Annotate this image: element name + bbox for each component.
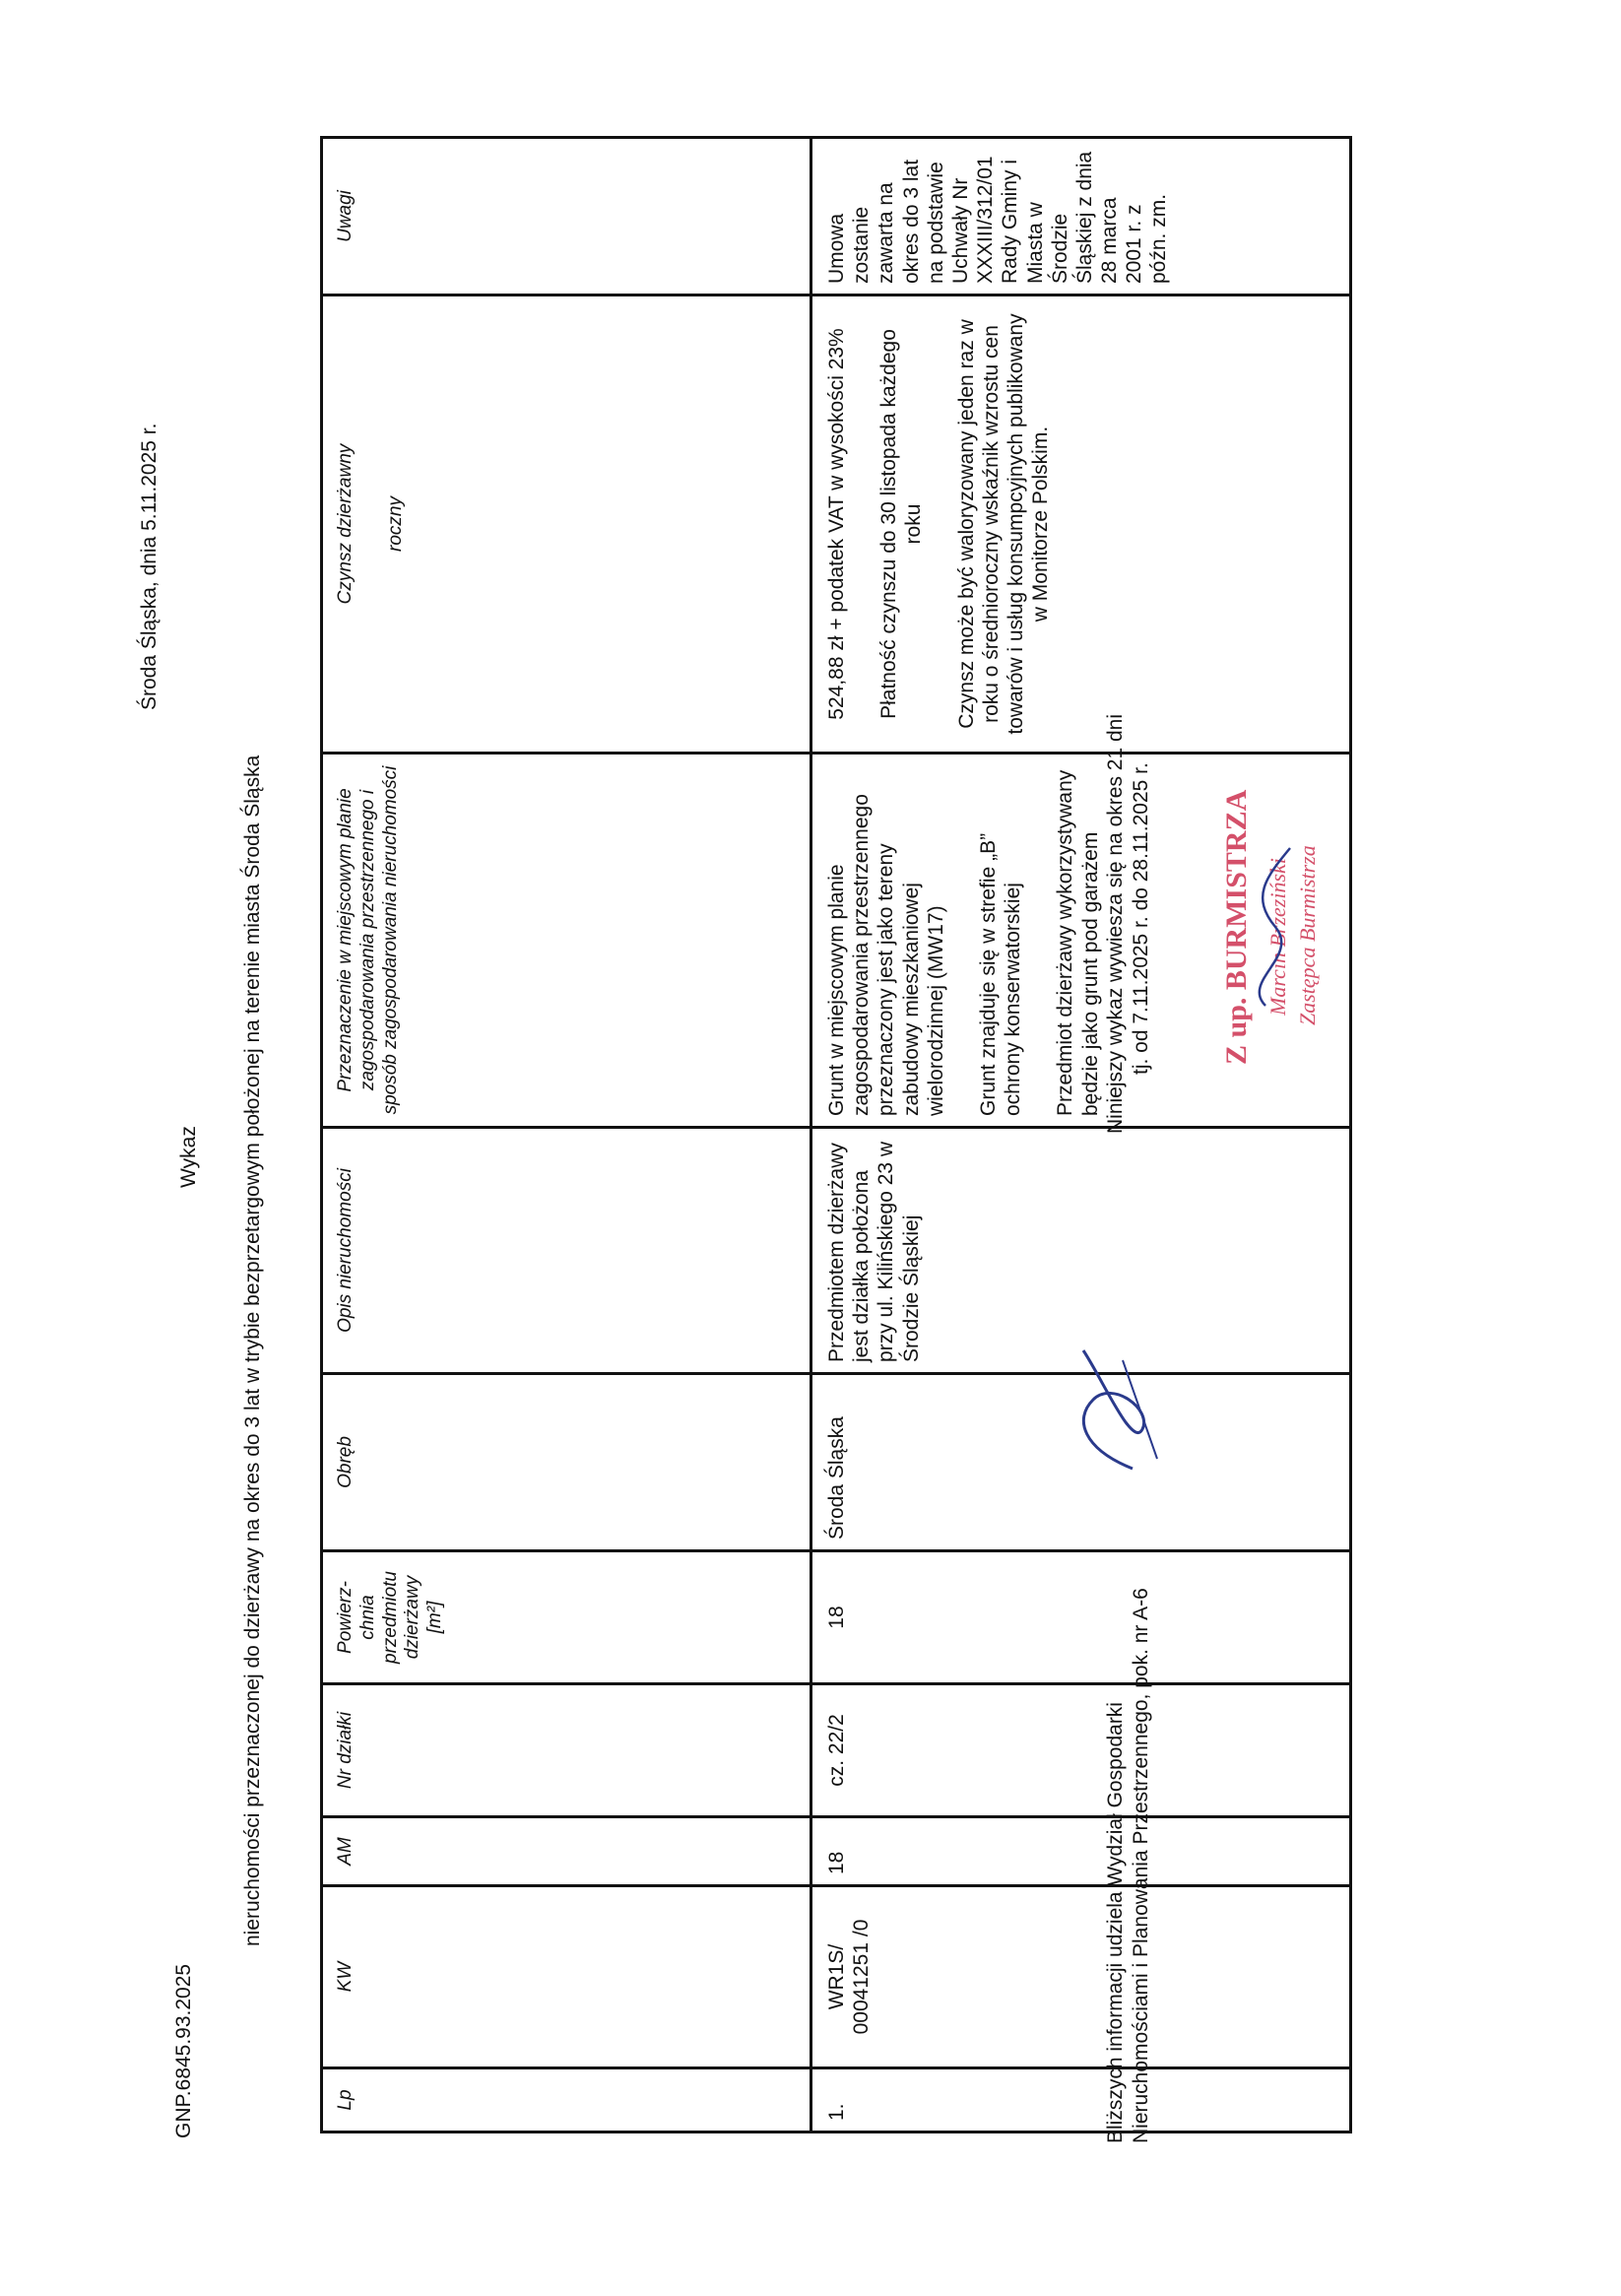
przeznaczenie-paragraph-1: Grunt w miejscowym planie zagospodarowania przestrzennego przeznaczony jest jako tereny zabudowy mieszkaniowej wielorodzinnej (MW17) — [825, 794, 947, 1116]
cell-lp: 1. — [811, 2068, 1351, 2132]
header-czynsz-line-2: roczny — [384, 496, 406, 552]
document-subtitle: nieruchomości przeznaczonej do dzierżawy na okres do 3 lat w trybie bezprzetargowym położonej na terenie miasta Środa Śląska — [241, 754, 264, 1946]
cell-czynsz — [811, 295, 1351, 754]
mayor-stamp — [1206, 779, 1354, 1075]
przeznaczenie-paragraph-2: Grunt znajduje się w strefie „B” ochrony konserwatorskiej — [976, 832, 1025, 1116]
header-opis: Opis nieruchomości — [322, 1128, 811, 1374]
info-note-line-2: Nieruchomościami i Planowania Przestrzennego, pok. nr A-6 — [1130, 1588, 1153, 2143]
cell-opis: Przedmiotem dzierżawy jest działka położona przy ul. Kilińskiego 23 w Środzie Śląskiej — [811, 1128, 1351, 1374]
cell-am: 18 — [811, 1817, 1351, 1886]
header-am: AM — [322, 1817, 811, 1886]
document-title: Wykaz — [177, 1126, 200, 1188]
stamp-line-2: Marcin Brzeziński — [1265, 858, 1290, 1016]
czynsz-paragraph-2: Płatność czynszu do 30 listopada każdego roku — [877, 329, 926, 719]
czynsz-paragraph-1: 524,88 zł + podatek VAT w wysokości 23% — [825, 328, 848, 720]
display-period-line-2: tj. od 7.11.2025 r. do 28.11.2025 r. — [1130, 762, 1153, 1075]
display-period-line-1: Niniejszy wykaz wywiesza się na okres 21 dni — [1104, 714, 1127, 1134]
cell-nr-dzialki: cz. 22/2 — [811, 1684, 1351, 1817]
header-obreb: Obręb — [322, 1374, 811, 1551]
stamp-graphic — [1206, 779, 1354, 1075]
header-kw: KW — [322, 1886, 811, 2068]
reference-number: GNP.6845.93.2025 — [172, 1963, 195, 2138]
display-period-note — [1103, 714, 1155, 1134]
stamp-line-3: Zastępca Burmistrza — [1295, 845, 1320, 1025]
header-uwagi: Uwagi — [322, 138, 811, 295]
header-czynsz — [322, 295, 811, 754]
czynsz-paragraph-3: Czynsz może być waloryzowany jeden raz w roku o średnioroczny wskaźnik wzrostu cen towarów i usług konsumpcyjnych publikowany w Monitorze Polskim. — [954, 313, 1053, 735]
header-powierzchnia: Powierz-chnia przedmiotu dzierżawy [m²] — [322, 1551, 811, 1684]
lease-list-table — [320, 136, 1352, 2133]
place-and-date: Środa Śląska, dnia 5.11.2025 r. — [138, 423, 161, 710]
cell-uwagi: Umowa zostanie zawarta na okres do 3 lat na podstawie Uchwały Nr XXXIII/312/01 Rady Gminy i Miasta w Środzie Śląskiej z dnia 28 marca 2001 r. z późn. zm. — [811, 138, 1351, 295]
cell-obreb: Środa Śląska — [811, 1374, 1351, 1551]
table-header-row — [322, 138, 811, 2132]
info-note-line-1: Bliższych informacji udziela Wydział Gospodarki — [1104, 1702, 1127, 2143]
info-note — [1103, 1588, 1155, 2143]
cell-kw: WR1S/ 00041251 /0 — [811, 1886, 1351, 2068]
header-czynsz-line-1: Czynsz dzierżawny — [335, 443, 356, 605]
przeznaczenie-paragraph-3: Przedmiot dzierżawy wykorzystywany będzie jako grunt pod garażem — [1054, 769, 1102, 1116]
cell-powierzchnia: 18 — [811, 1551, 1351, 1684]
handwritten-signature — [1064, 1331, 1182, 1488]
header-lp: Lp — [322, 2068, 811, 2132]
header-przeznaczenie: Przeznaczenie w miejscowym planie zagospodarowania przestrzennego i sposób zagospodarowania nieruchomości — [322, 754, 811, 1128]
header-nr-dzialki: Nr działki — [322, 1684, 811, 1817]
table-row — [811, 138, 1351, 2132]
stamp-line-1: Z up. BURMISTRZA — [1220, 789, 1253, 1065]
